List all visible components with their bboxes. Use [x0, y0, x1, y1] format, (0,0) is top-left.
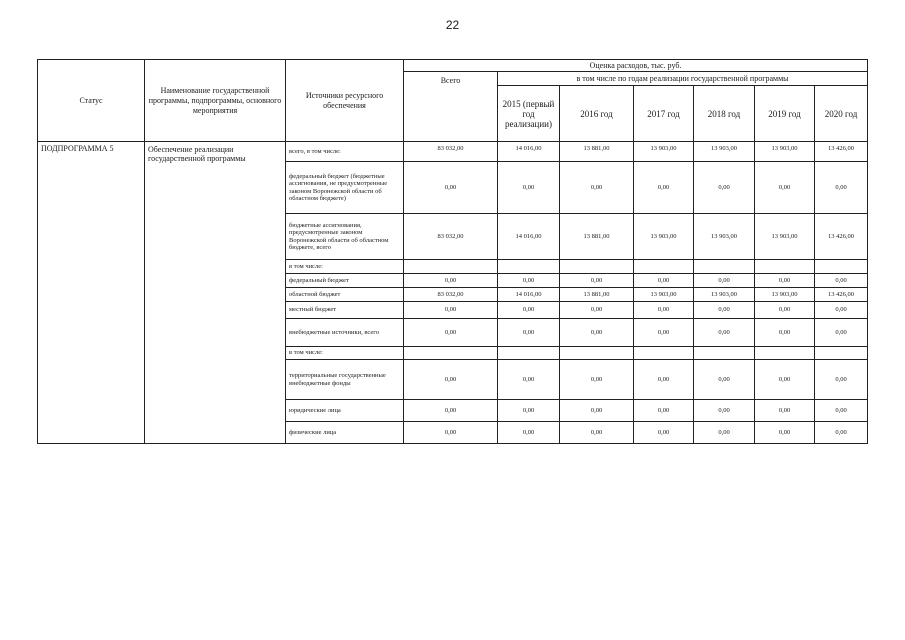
source-label: федеральный бюджет	[286, 274, 404, 288]
header-year-2020: 2020 год	[815, 86, 868, 142]
value-2018	[694, 347, 755, 360]
value-2015: 0,00	[498, 302, 560, 319]
source-label: федеральный бюджет (бюджетные ассигнования, не предусмотренные законом Воронежской области об областном бюджете)	[286, 162, 404, 214]
value-2018: 0,00	[694, 422, 755, 444]
value-2019: 13 903,00	[755, 142, 815, 162]
value-2019: 0,00	[755, 400, 815, 422]
value-2017: 13 903,00	[634, 288, 694, 302]
value-total	[404, 347, 498, 360]
value-2018: 13 903,00	[694, 288, 755, 302]
value-2017: 0,00	[634, 360, 694, 400]
value-2018: 0,00	[694, 360, 755, 400]
value-total: 83 032,00	[404, 288, 498, 302]
value-2016: 0,00	[560, 422, 634, 444]
source-label: в том числе:	[286, 347, 404, 360]
value-total: 0,00	[404, 319, 498, 347]
value-2016: 13 881,00	[560, 214, 634, 260]
value-total: 0,00	[404, 422, 498, 444]
value-2019: 0,00	[755, 360, 815, 400]
value-2017: 0,00	[634, 162, 694, 214]
value-2020: 13 426,00	[815, 142, 868, 162]
value-2017: 0,00	[634, 422, 694, 444]
value-total: 0,00	[404, 162, 498, 214]
value-total: 83 032,00	[404, 214, 498, 260]
value-2015: 0,00	[498, 274, 560, 288]
source-label: всего, в том числе:	[286, 142, 404, 162]
value-2016: 0,00	[560, 360, 634, 400]
value-2017: 0,00	[634, 302, 694, 319]
value-2015	[498, 347, 560, 360]
value-2019	[755, 260, 815, 274]
value-2017	[634, 347, 694, 360]
value-2019: 0,00	[755, 422, 815, 444]
page-number: 22	[445, 18, 460, 32]
value-total: 0,00	[404, 400, 498, 422]
header-year-2016: 2016 год	[560, 86, 634, 142]
value-2020: 13 426,00	[815, 288, 868, 302]
value-2019: 0,00	[755, 274, 815, 288]
value-2020: 0,00	[815, 400, 868, 422]
program-name: Обеспечение реализации государственной программы	[145, 142, 286, 444]
value-2016	[560, 347, 634, 360]
value-2015: 0,00	[498, 319, 560, 347]
value-2016: 13 881,00	[560, 288, 634, 302]
value-2015: 0,00	[498, 400, 560, 422]
header-year-2017: 2017 год	[634, 86, 694, 142]
value-2015: 14 016,00	[498, 214, 560, 260]
value-2017: 13 903,00	[634, 214, 694, 260]
value-2015: 14 016,00	[498, 142, 560, 162]
value-2017: 0,00	[634, 400, 694, 422]
value-total: 0,00	[404, 274, 498, 288]
value-2016: 0,00	[560, 302, 634, 319]
value-2016: 0,00	[560, 274, 634, 288]
value-2018	[694, 260, 755, 274]
source-label: физические лица	[286, 422, 404, 444]
value-2018: 0,00	[694, 162, 755, 214]
value-2020	[815, 260, 868, 274]
value-2015: 0,00	[498, 422, 560, 444]
source-label: местный бюджет	[286, 302, 404, 319]
value-2016: 0,00	[560, 400, 634, 422]
value-2019: 0,00	[755, 302, 815, 319]
table-row	[38, 142, 868, 162]
value-2015	[498, 260, 560, 274]
value-2015: 0,00	[498, 360, 560, 400]
header-name: Наименование государственной программы, подпрограммы, основного мероприятия	[145, 60, 286, 142]
header-estimate: Оценка расходов, тыс. руб.	[404, 60, 868, 72]
value-2018: 0,00	[694, 274, 755, 288]
value-2020: 0,00	[815, 274, 868, 288]
value-2016	[560, 260, 634, 274]
value-2017: 0,00	[634, 319, 694, 347]
value-total: 0,00	[404, 302, 498, 319]
value-total: 83 032,00	[404, 142, 498, 162]
source-label: юридические лица	[286, 400, 404, 422]
header-year-2018: 2018 год	[694, 86, 755, 142]
value-2019: 0,00	[755, 162, 815, 214]
header-status: Статус	[38, 60, 145, 142]
value-2018: 13 903,00	[694, 214, 755, 260]
value-2020: 13 426,00	[815, 214, 868, 260]
value-2016: 0,00	[560, 319, 634, 347]
value-2020: 0,00	[815, 319, 868, 347]
value-2019: 13 903,00	[755, 214, 815, 260]
source-label: областной бюджет	[286, 288, 404, 302]
value-2017: 0,00	[634, 274, 694, 288]
source-label: бюджетные ассигнования, предусмотренные законом Воронежской области об областном бюджете, всего	[286, 214, 404, 260]
value-2015: 14 016,00	[498, 288, 560, 302]
value-2017	[634, 260, 694, 274]
value-2019: 0,00	[755, 319, 815, 347]
value-2019	[755, 347, 815, 360]
header-total: Всего	[404, 72, 498, 142]
value-2017: 13 903,00	[634, 142, 694, 162]
value-total	[404, 260, 498, 274]
program-status: ПОДПРОГРАММА 5	[38, 142, 145, 444]
value-2018: 13 903,00	[694, 142, 755, 162]
source-label: внебюджетные источники, всего	[286, 319, 404, 347]
header-year-2015: 2015 (первый год реализации)	[498, 86, 560, 142]
header-year-2019: 2019 год	[755, 86, 815, 142]
value-2020: 0,00	[815, 422, 868, 444]
value-2020: 0,00	[815, 360, 868, 400]
value-2018: 0,00	[694, 302, 755, 319]
value-total: 0,00	[404, 360, 498, 400]
value-2016: 13 881,00	[560, 142, 634, 162]
value-2020	[815, 347, 868, 360]
source-label: в том числе:	[286, 260, 404, 274]
source-label: территориальные государственные внебюджетные фонды	[286, 360, 404, 400]
value-2019: 13 903,00	[755, 288, 815, 302]
header-by-years: в том числе по годам реализации государственной программы	[498, 72, 868, 86]
value-2018: 0,00	[694, 319, 755, 347]
value-2015: 0,00	[498, 162, 560, 214]
value-2018: 0,00	[694, 400, 755, 422]
header-sources: Источники ресурсного обеспечения	[286, 60, 404, 142]
value-2020: 0,00	[815, 162, 868, 214]
budget-table	[37, 59, 868, 444]
value-2020: 0,00	[815, 302, 868, 319]
value-2016: 0,00	[560, 162, 634, 214]
